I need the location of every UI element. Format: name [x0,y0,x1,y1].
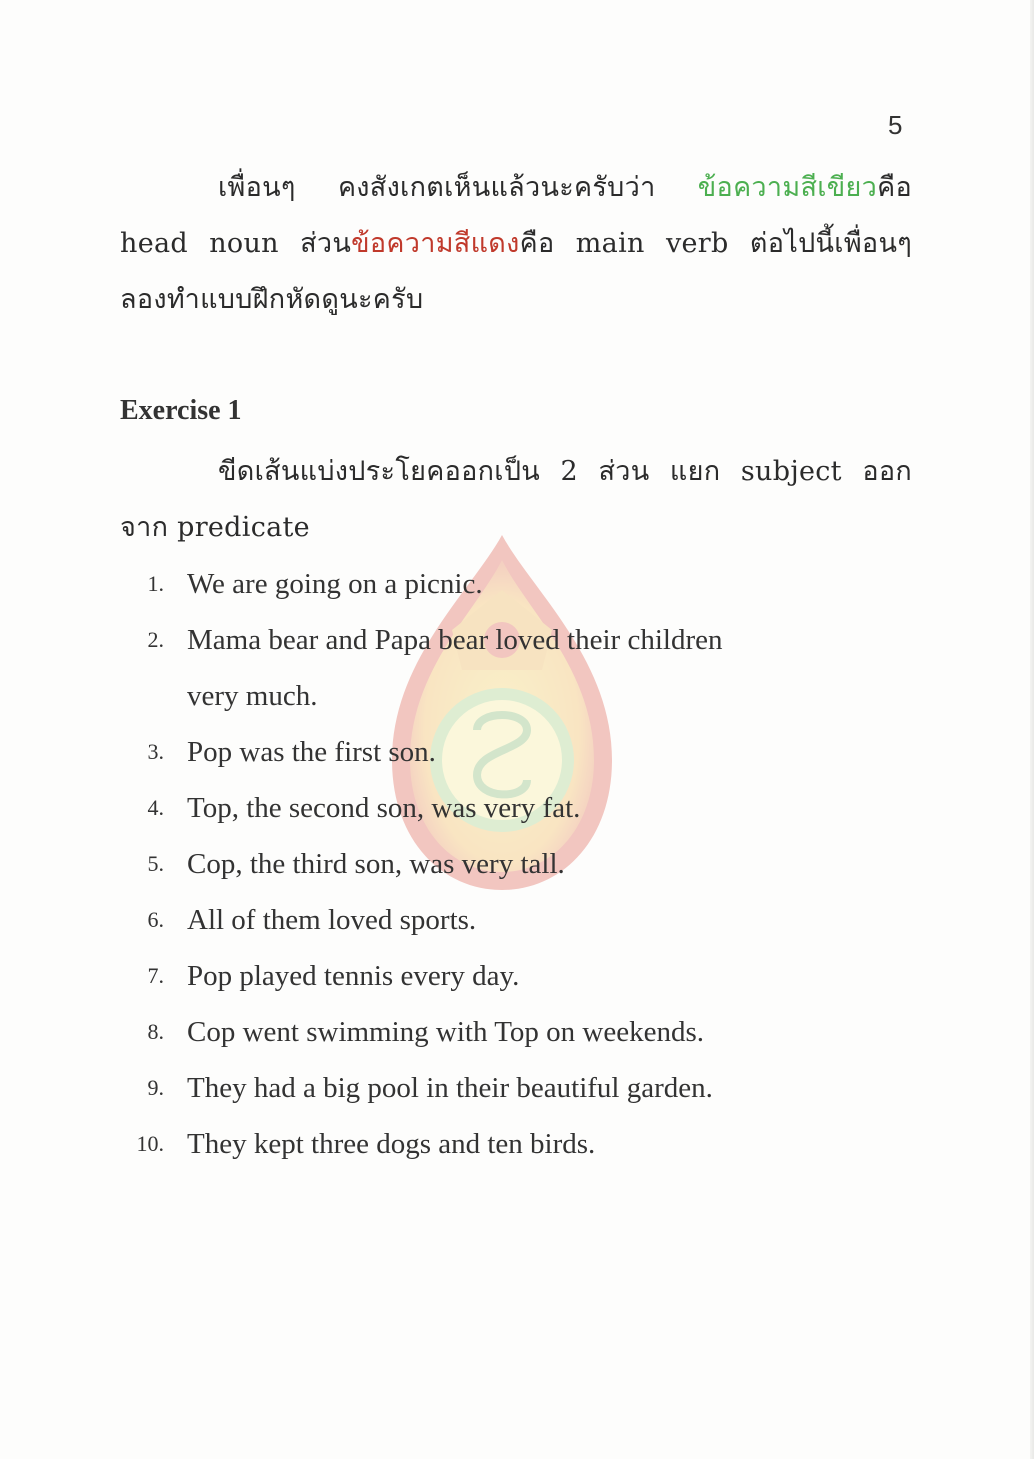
list-item [120,1060,920,1116]
list-item [120,1004,920,1060]
list-item-text: Cop went swimming with Top on weekends. [187,1016,704,1048]
list-item-text: We are going on a picnic. [187,568,483,600]
instruction-line-1: ขีดเส้นแบ่งประโยคออกเป็น 2 ส่วน แยก subject ออก [218,456,912,487]
list-item [120,612,920,724]
list-item-number: 8. [147,1019,164,1044]
list-item [120,948,920,1004]
list-item-text: All of them loved sports. [187,904,477,936]
green-text-highlight: ข้อความสีเขียว [697,172,878,203]
exercise-instruction [120,444,912,556]
page-number: 5 [888,110,903,140]
list-item-text: They kept three dogs and ten birds. [187,1128,596,1160]
list-item [120,556,920,612]
list-item-text: They had a big pool in their beautiful garden. [187,1072,713,1104]
list-item-number: 2. [147,627,164,652]
intro-paragraph [120,160,912,328]
list-item-number: 6. [147,907,164,932]
red-text-highlight: ข้อความสีแดง [351,228,520,259]
intro-line-1: เพื่อนๆ คงสังเกตเห็นแล้วนะครับว่า ข้อความสีเขียวคือ [218,172,912,203]
list-item-number: 1. [147,571,164,596]
exercise-heading: Exercise 1 [120,395,242,426]
list-item-number: 4. [147,795,164,820]
list-item-number: 9. [147,1075,164,1100]
list-item-number: 3. [147,739,164,764]
list-item [120,780,920,836]
list-item-continuation: very much. [187,680,318,712]
intro-line-2: head noun ส่วนข้อความสีแดงคือ main verb ต่อไปนี้เพื่อนๆ [120,228,912,259]
list-item [120,1116,920,1172]
intro-line-3: ลองทำแบบฝึกหัดดูนะครับ [120,284,424,315]
list-item-number: 7. [147,963,164,988]
list-item-number: 5. [147,851,164,876]
list-item [120,724,920,780]
list-item-text: Pop was the first son. [187,736,436,768]
instruction-line-2: จาก predicate [120,512,310,543]
scan-edge [1030,0,1034,1459]
list-item [120,836,920,892]
exercise-list [120,556,920,1172]
list-item [120,892,920,948]
list-item-text: Mama bear and Papa bear loved their children [187,624,723,656]
list-item-text: Cop, the third son, was very tall. [187,848,565,880]
list-item-text: Pop played tennis every day. [187,960,520,992]
list-item-number: 10. [136,1131,164,1156]
list-item-text: Top, the second son, was very fat. [187,792,581,824]
